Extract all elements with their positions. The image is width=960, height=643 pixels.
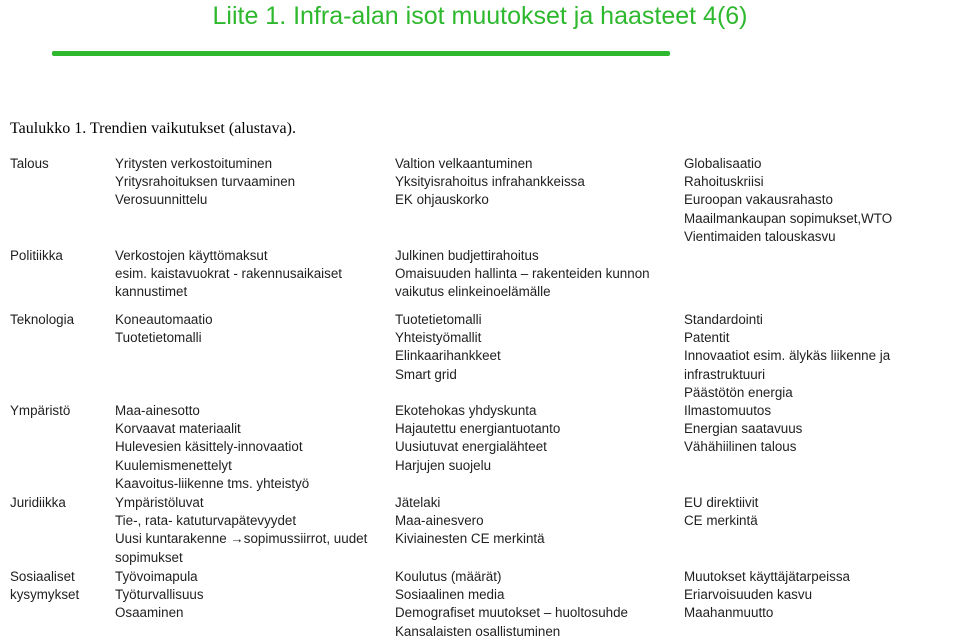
cell-line: EK ohjauskorko: [395, 192, 489, 208]
cell-line: EU direktiivit: [684, 495, 759, 510]
cell-line: Yhteistyömallit: [395, 330, 482, 346]
row-category: [10, 155, 110, 173]
cell-line: Omaisuuden hallinta – rakenteiden kunnon: [395, 266, 650, 282]
row-col1: [115, 494, 385, 567]
cell-line: Ekotehokas yhdyskunta: [395, 403, 537, 418]
cell-line: Talous: [10, 156, 49, 171]
cell-line: Euroopan vakausrahasto: [684, 192, 833, 208]
cell-line: Rahoituskriisi: [684, 174, 764, 190]
cell-line: Ympäristöluvat: [115, 495, 204, 510]
cell-line: Kansalaisten osallistuminen: [395, 623, 561, 639]
cell-line: Tie-, rata- katuturvapätevyydet: [115, 513, 297, 529]
row-col2: [395, 311, 675, 384]
cell-line: Maa-ainesvero: [395, 513, 484, 529]
cell-line: Jätelaki: [395, 495, 441, 510]
cell-line: Korvaavat materiaalit: [115, 421, 241, 437]
cell-line: Maailmankaupan sopimukset,WTO: [684, 210, 893, 226]
cell-line: Sosiaalinen media: [395, 587, 505, 603]
cell-line: Yksityisrahoitus infrahankkeissa: [395, 174, 585, 190]
cell-line: Päästötön energia: [684, 384, 793, 400]
cell-line: Juridiikka: [10, 495, 66, 510]
title-underline: [52, 51, 670, 56]
cell-line: Osaaminen: [115, 605, 184, 621]
cell-line: Maa-ainesotto: [115, 403, 200, 418]
cell-line: Sosiaaliset: [10, 569, 75, 584]
row-category: [10, 494, 110, 512]
cell-line: Yritysten verkostoituminen: [115, 156, 273, 171]
row-category: [10, 402, 110, 420]
cell-line: Vähähiilinen talous: [684, 439, 797, 455]
cell-line: Hajautettu energiantuotanto: [395, 421, 561, 437]
cell-line: Innovaatiot esim. älykäs liikenne ja: [684, 348, 891, 364]
row-category: [10, 568, 110, 604]
cell-line: Hulevesien käsittely-innovaatiot: [115, 439, 303, 455]
cell-line: sopimukset: [115, 549, 183, 565]
cell-line: Valtion velkaantuminen: [395, 156, 533, 171]
cell-line: Tuotetietomalli: [395, 312, 482, 327]
cell-line: Eriarvoisuuden kasvu: [684, 587, 813, 603]
cell-line: Koulutus (määrät): [395, 569, 502, 584]
cell-line: Kaavoitus-liikenne tms. yhteistyö: [115, 475, 310, 491]
cell-line: Uusi kuntarakenne →sopimussiirrot, uudet: [115, 531, 368, 547]
cell-line: Smart grid: [395, 366, 457, 382]
cell-line: Ympäristö: [10, 403, 71, 418]
cell-line: Kuulemismenettelyt: [115, 457, 232, 473]
row-col1: [115, 155, 385, 210]
cell-line: Globalisaatio: [684, 156, 762, 171]
cell-line: Ilmastomuutos: [684, 403, 772, 418]
row-category: [10, 311, 110, 329]
cell-line: Tuotetietomalli: [115, 330, 202, 346]
cell-line: Politiikka: [10, 248, 63, 263]
row-col3: [684, 155, 960, 246]
cell-line: Vientimaiden talouskasvu: [684, 228, 836, 244]
cell-line: Uusiutuvat energialähteet: [395, 439, 547, 455]
cell-line: Energian saatavuus: [684, 421, 803, 437]
page-title: Liite 1. Infra-alan isot muutokset ja haasteet 4(6): [212, 2, 748, 30]
cell-line: Verosuunnittelu: [115, 192, 208, 208]
cell-line: kannustimet: [115, 284, 188, 300]
cell-line: Teknologia: [10, 312, 75, 327]
row-category: [10, 247, 110, 265]
cell-line: vaikutus elinkeinoelämälle: [395, 284, 551, 300]
cell-line: Kiviainesten CE merkintä: [395, 531, 545, 547]
cell-line: CE merkintä: [684, 513, 758, 529]
row-col1: [115, 247, 385, 302]
cell-line: Maahanmuutto: [684, 605, 774, 621]
row-col1: [115, 311, 385, 347]
row-col1: [115, 568, 385, 623]
row-col2: [395, 155, 675, 210]
row-col2: [395, 494, 675, 549]
cell-line: Elinkaarihankkeet: [395, 348, 501, 364]
cell-line: Työturvallisuus: [115, 587, 204, 603]
cell-line: kysymykset: [10, 587, 80, 603]
table-caption: Taulukko 1. Trendien vaikutukset (alustava).: [10, 120, 296, 137]
cell-line: Standardointi: [684, 312, 763, 327]
cell-line: Patentit: [684, 330, 730, 346]
row-col3: [684, 402, 960, 457]
row-col2: [395, 568, 675, 641]
cell-line: Koneautomaatio: [115, 312, 213, 327]
row-col2: [395, 402, 675, 475]
row-col3: [684, 494, 960, 530]
row-col1: [115, 402, 385, 493]
row-col3: [684, 311, 960, 402]
cell-line: Julkinen budjettirahoitus: [395, 248, 539, 263]
row-col2: [395, 247, 675, 302]
row-col3: [684, 568, 960, 623]
cell-line: Muutokset käyttäjätarpeissa: [684, 569, 850, 584]
cell-line: Yritysrahoituksen turvaaminen: [115, 174, 296, 190]
cell-line: Demografiset muutokset – huoltosuhde: [395, 605, 628, 621]
cell-line: esim. kaistavuokrat - rakennusaikaiset: [115, 266, 342, 282]
cell-line: Verkostojen käyttömaksut: [115, 248, 268, 263]
cell-line: Työvoimapula: [115, 569, 198, 584]
cell-line: Harjujen suojelu: [395, 457, 492, 473]
cell-line: infrastruktuuri: [684, 366, 766, 382]
